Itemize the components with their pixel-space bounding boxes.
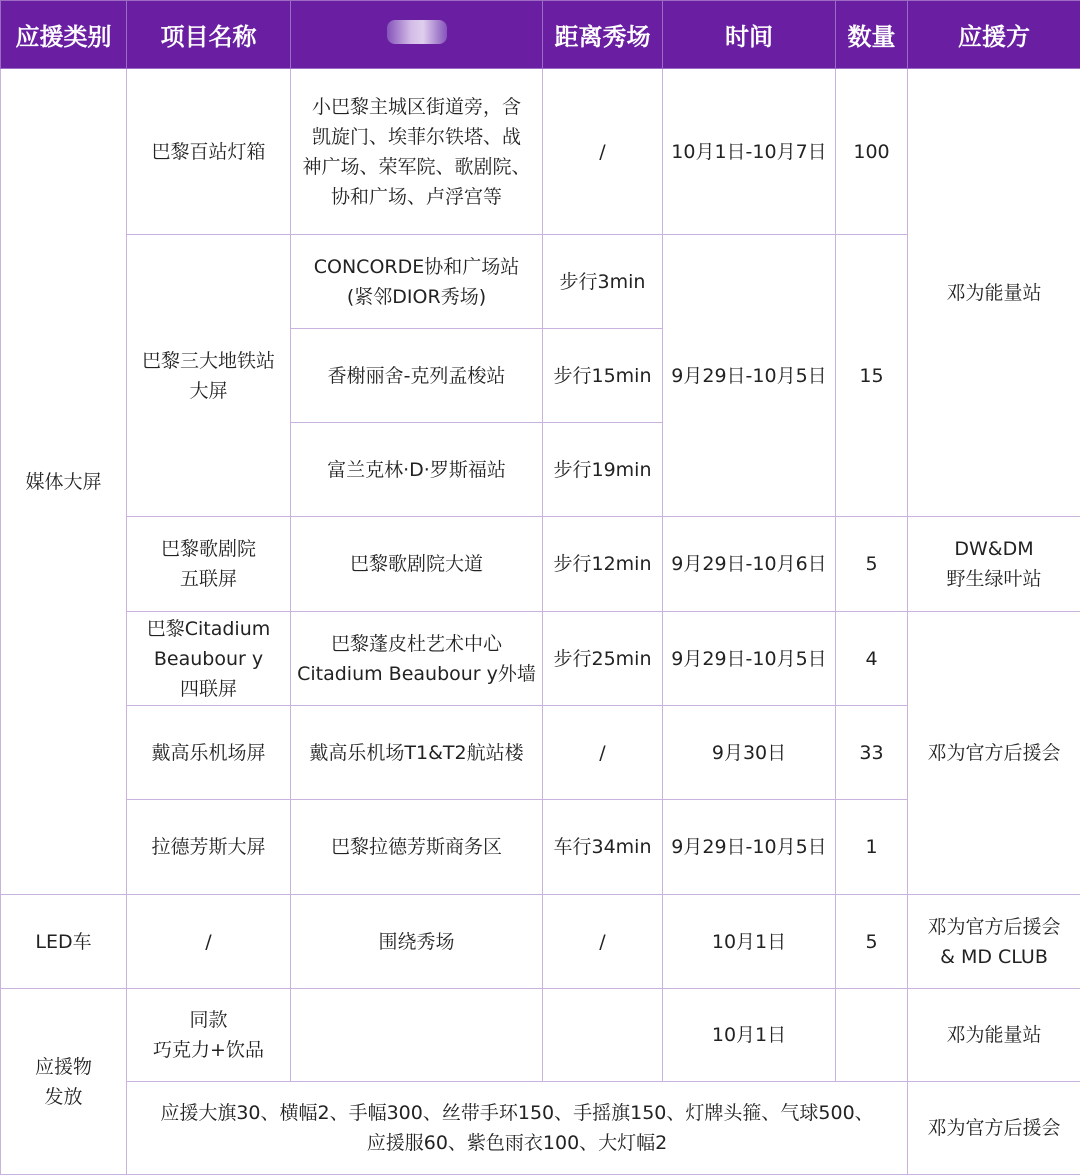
location-cell: CONCORDE协和广场站 (紧邻DIOR秀场) bbox=[291, 235, 543, 329]
supporter-cell: 邓为官方后援会 & MD CLUB bbox=[908, 895, 1080, 989]
quantity-cell: 4 bbox=[836, 612, 908, 706]
time-cell: 9月29日-10月5日 bbox=[663, 235, 836, 517]
table-row bbox=[1, 517, 1080, 612]
location-cell bbox=[291, 989, 543, 1082]
header-project: 项目名称 bbox=[127, 1, 291, 69]
supporter-energy-station: 邓为能量站 bbox=[908, 69, 1080, 517]
location-cell: 香榭丽舍-克列孟梭站 bbox=[291, 329, 543, 423]
location-cell: 巴黎歌剧院大道 bbox=[291, 517, 543, 612]
time-cell: 9月29日-10月5日 bbox=[663, 800, 836, 895]
category-media: 媒体大屏 bbox=[1, 69, 127, 895]
header-supporter: 应援方 bbox=[908, 1, 1080, 69]
distance-cell bbox=[543, 989, 663, 1082]
time-cell: 9月30日 bbox=[663, 706, 836, 800]
project-name: 巴黎Citadium Beaubour y 四联屏 bbox=[127, 612, 291, 706]
project-name: 同款 巧克力+饮品 bbox=[127, 989, 291, 1082]
quantity-cell: 15 bbox=[836, 235, 908, 517]
supporter-official-fanclub: 邓为官方后援会 bbox=[908, 612, 1080, 895]
project-name: 戴高乐机场屏 bbox=[127, 706, 291, 800]
table-header-row bbox=[1, 1, 1080, 69]
time-cell: 9月29日-10月6日 bbox=[663, 517, 836, 612]
blurred-logo-icon bbox=[387, 20, 447, 44]
quantity-cell: 5 bbox=[836, 517, 908, 612]
header-quantity: 数量 bbox=[836, 1, 908, 69]
quantity-cell: 100 bbox=[836, 69, 908, 235]
location-cell: 小巴黎主城区街道旁，含 凯旋门、埃菲尔铁塔、战 神广场、荣军院、歌剧院、 协和广场、卢浮宫等 bbox=[291, 69, 543, 235]
distance-cell: 步行3min bbox=[543, 235, 663, 329]
location-cell: 巴黎拉德芳斯商务区 bbox=[291, 800, 543, 895]
time-cell: 10月1日-10月7日 bbox=[663, 69, 836, 235]
quantity-cell: 5 bbox=[836, 895, 908, 989]
table-row bbox=[1, 989, 1080, 1082]
project-name: 拉德芳斯大屏 bbox=[127, 800, 291, 895]
table-row bbox=[1, 895, 1080, 989]
distance-cell: / bbox=[543, 69, 663, 235]
table-row bbox=[1, 612, 1080, 706]
category-led: LED车 bbox=[1, 895, 127, 989]
distance-cell: 步行12min bbox=[543, 517, 663, 612]
project-name: 巴黎百站灯箱 bbox=[127, 69, 291, 235]
project-name: 巴黎三大地铁站 大屏 bbox=[127, 235, 291, 517]
goods-items-list: 应援大旗30、横幅2、手幅300、丝带手环150、手摇旗150、灯牌头箍、气球500、 应援服60、紫色雨衣100、大灯幅2 bbox=[127, 1082, 908, 1175]
distance-cell: 步行19min bbox=[543, 423, 663, 517]
header-time: 时间 bbox=[663, 1, 836, 69]
distance-cell: / bbox=[543, 706, 663, 800]
time-cell: 10月1日 bbox=[663, 989, 836, 1082]
location-cell: 巴黎蓬皮杜艺术中心 Citadium Beaubour y外墙 bbox=[291, 612, 543, 706]
header-distance: 距离秀场 bbox=[543, 1, 663, 69]
project-name: / bbox=[127, 895, 291, 989]
distance-cell: 步行15min bbox=[543, 329, 663, 423]
location-cell: 围绕秀场 bbox=[291, 895, 543, 989]
distance-cell: / bbox=[543, 895, 663, 989]
time-cell: 9月29日-10月5日 bbox=[663, 612, 836, 706]
supporter-cell: 邓为官方后援会 bbox=[908, 1082, 1080, 1175]
distance-cell: 步行25min bbox=[543, 612, 663, 706]
location-cell: 富兰克林·D·罗斯福站 bbox=[291, 423, 543, 517]
header-location bbox=[291, 1, 543, 69]
table-row bbox=[1, 69, 1080, 235]
time-cell: 10月1日 bbox=[663, 895, 836, 989]
quantity-cell: 1 bbox=[836, 800, 908, 895]
header-category: 应援类别 bbox=[1, 1, 127, 69]
supporter-cell: DW&DM 野生绿叶站 bbox=[908, 517, 1080, 612]
category-goods: 应援物 发放 bbox=[1, 989, 127, 1175]
location-cell: 戴高乐机场T1&T2航站楼 bbox=[291, 706, 543, 800]
project-name: 巴黎歌剧院 五联屏 bbox=[127, 517, 291, 612]
table-row bbox=[1, 1082, 1080, 1175]
quantity-cell: 33 bbox=[836, 706, 908, 800]
quantity-cell bbox=[836, 989, 908, 1082]
distance-cell: 车行34min bbox=[543, 800, 663, 895]
supporter-cell: 邓为能量站 bbox=[908, 989, 1080, 1082]
